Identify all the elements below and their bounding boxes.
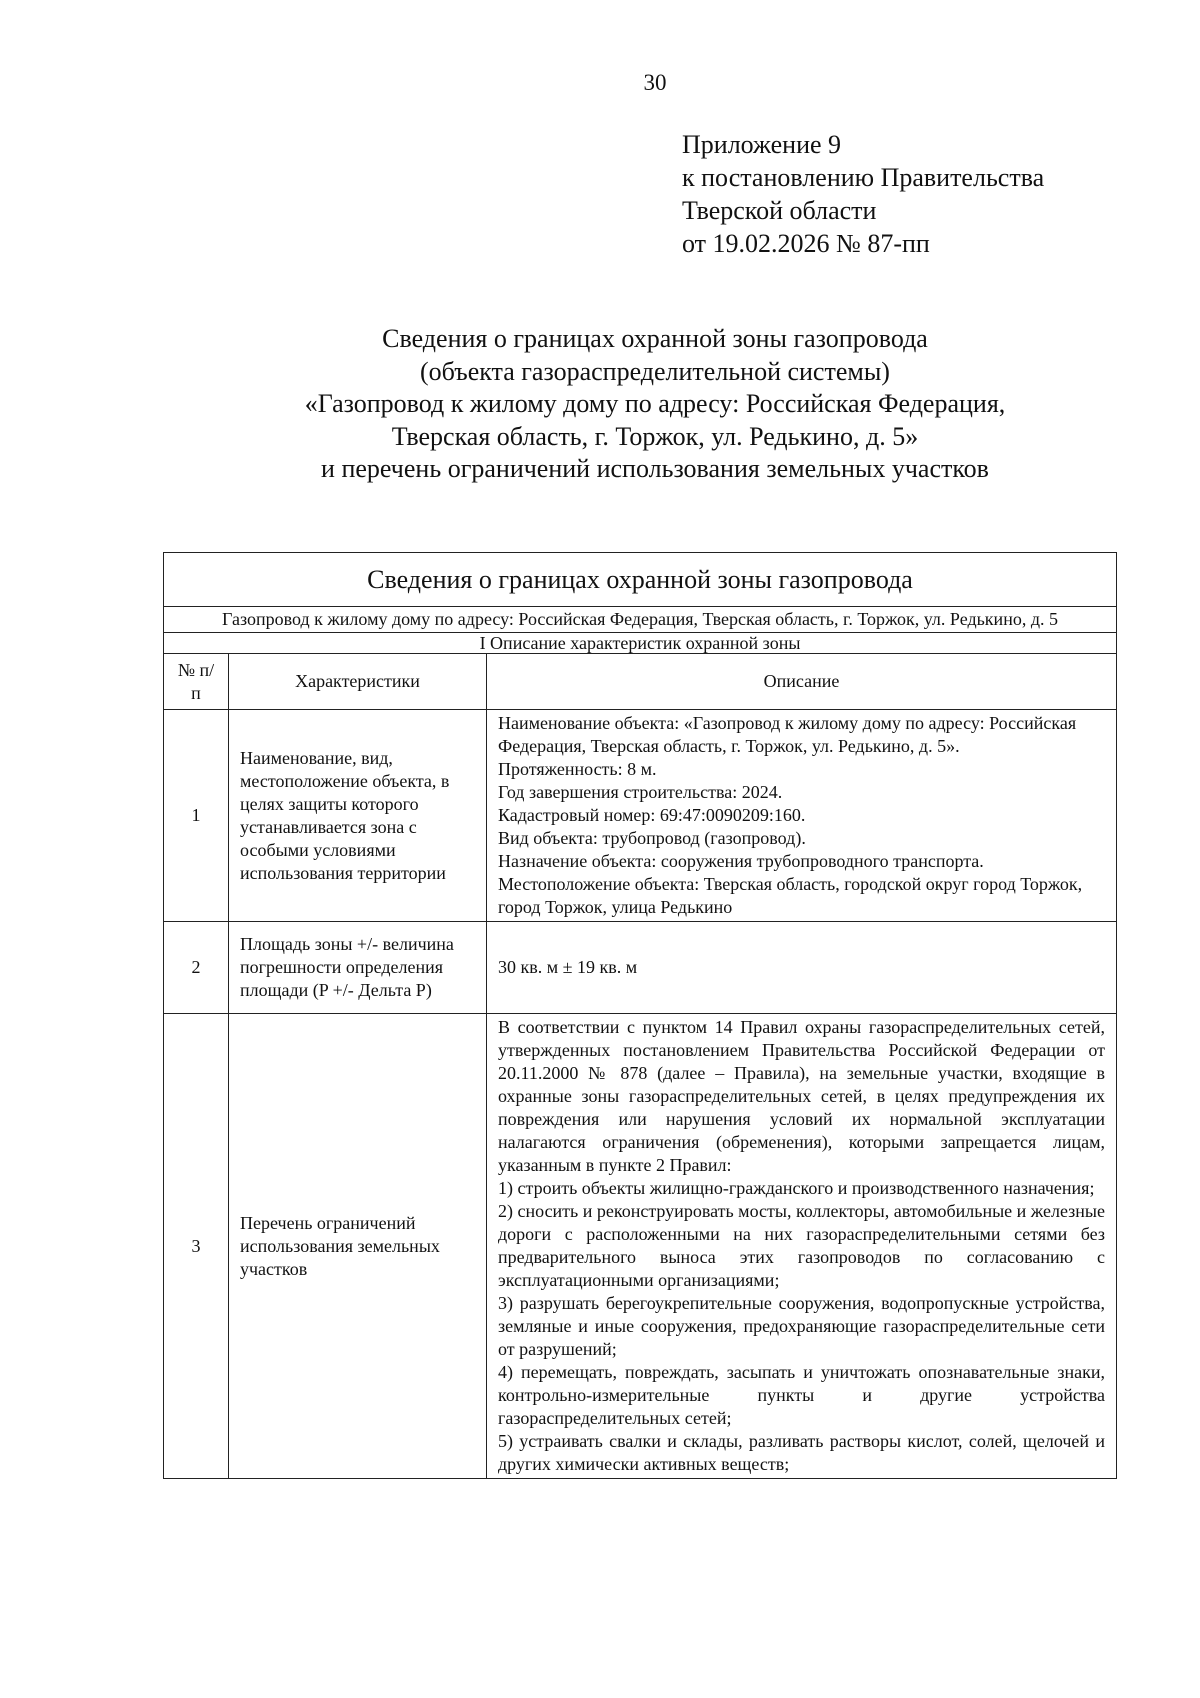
description-line: 1) строить объекты жилищно-гражданского и производственного назначения; <box>498 1178 1095 1198</box>
appendix-line: Приложение 9 <box>682 130 842 159</box>
row-characteristic: Площадь зоны +/- величина погрешности определения площади (P +/- Дельта P) <box>229 922 487 1014</box>
row-description <box>487 710 1117 922</box>
title-line: Сведения о границах охранной зоны газопровода <box>382 324 928 353</box>
row-characteristic: Наименование, вид, местоположение объекта, в целях защиты которого устанавливается зона с особыми условиями использования территории <box>229 710 487 922</box>
description-line: Назначение объекта: сооружения трубопроводного транспорта. <box>498 851 984 871</box>
description-line: Год завершения строительства: 2024. <box>498 782 783 802</box>
title-line: Тверская область, г. Торжок, ул. Редькино, д. 5» <box>391 421 919 451</box>
description-line: 2) сносить и реконструировать мосты, коллекторы, автомобильные и железные дороги с расположенными на них газораспределительными сетями без предварительного выноса этих газопроводов по согласованию с эксплуатационными организациями; <box>498 1201 1105 1290</box>
header-characteristics: Характеристики <box>229 654 487 710</box>
description-line: Наименование объекта: «Газопровод к жилому дому по адресу: Российская Федерация, Тверская область, г. Торжок, ул. Редькино, д. 5». <box>498 713 1077 756</box>
table-title: Сведения о границах охранной зоны газопровода <box>164 553 1117 607</box>
description-line: Вид объекта: трубопровод (газопровод). <box>498 828 806 848</box>
table-row <box>164 710 1117 922</box>
appendix-line: Тверской области <box>682 196 877 225</box>
appendix-block <box>682 128 1044 260</box>
document-title <box>0 323 1200 486</box>
table-row <box>164 1014 1117 1479</box>
description-line: Кадастровый номер: 69:47:0090209:160. <box>498 805 806 825</box>
row-description <box>487 1014 1117 1479</box>
appendix-line: от 19.02.2026 № 87-пп <box>682 229 930 258</box>
row-number: 1 <box>164 710 229 922</box>
title-line: и перечень ограничений использования земельных участков <box>321 454 989 483</box>
description-line: 3) разрушать берегоукрепительные сооружения, водопропускные устройства, земляные и иные сооружения, предохраняющие газораспределительные сети от разрушений; <box>498 1293 1105 1359</box>
title-line: (объекта газораспределительной системы) <box>420 356 890 386</box>
appendix-line: к постановлению Правительства <box>682 163 1045 192</box>
description-line: Протяженность: 8 м. <box>498 759 657 779</box>
description-line: 4) перемещать, повреждать, засыпать и уничтожать опознавательные знаки, контрольно-измерительные пункты и другие устройства газораспределительных сетей; <box>498 1362 1105 1428</box>
description-line: 5) устраивать свалки и склады, разливать растворы кислот, солей, щелочей и других химически активных веществ; <box>498 1431 1105 1474</box>
table-section-title: I Описание характеристик охранной зоны <box>164 633 1117 654</box>
header-description: Описание <box>487 654 1117 710</box>
row-number: 3 <box>164 1014 229 1479</box>
header-num: № п/п <box>164 654 229 710</box>
page-number: 30 <box>643 70 667 95</box>
table-row <box>164 922 1117 1014</box>
title-line: «Газопровод к жилому дому по адресу: Российская Федерация, <box>304 389 1006 418</box>
row-description: 30 кв. м ± 19 кв. м <box>487 922 1117 1014</box>
row-number: 2 <box>164 922 229 1014</box>
zone-table <box>163 552 1117 1479</box>
description-line: В соответствии с пунктом 14 Правил охраны газораспределительных сетей, утвержденных постановлением Правительства Российской Федерации от 20.11.2000 № 878 (далее – Правила), на земельные участки, входящие в охранные зоны газораспределительных сетей, в целях предупреждения их повреждения или нарушения условий их нормальной эксплуатации налагаются ограничения (обременения), которыми запрещается лицам, указанным в пункте 2 Правил: <box>498 1017 1105 1175</box>
description-line: Местоположение объекта: Тверская область, городской округ город Торжок, город Торжок, улица Редькино <box>498 874 1083 917</box>
row-characteristic: Перечень ограничений использования земельных участков <box>229 1014 487 1479</box>
table-object-name: Газопровод к жилому дому по адресу: Российская Федерация, Тверская область, г. Торжок, ул. Редькино, д. 5 <box>164 607 1117 633</box>
